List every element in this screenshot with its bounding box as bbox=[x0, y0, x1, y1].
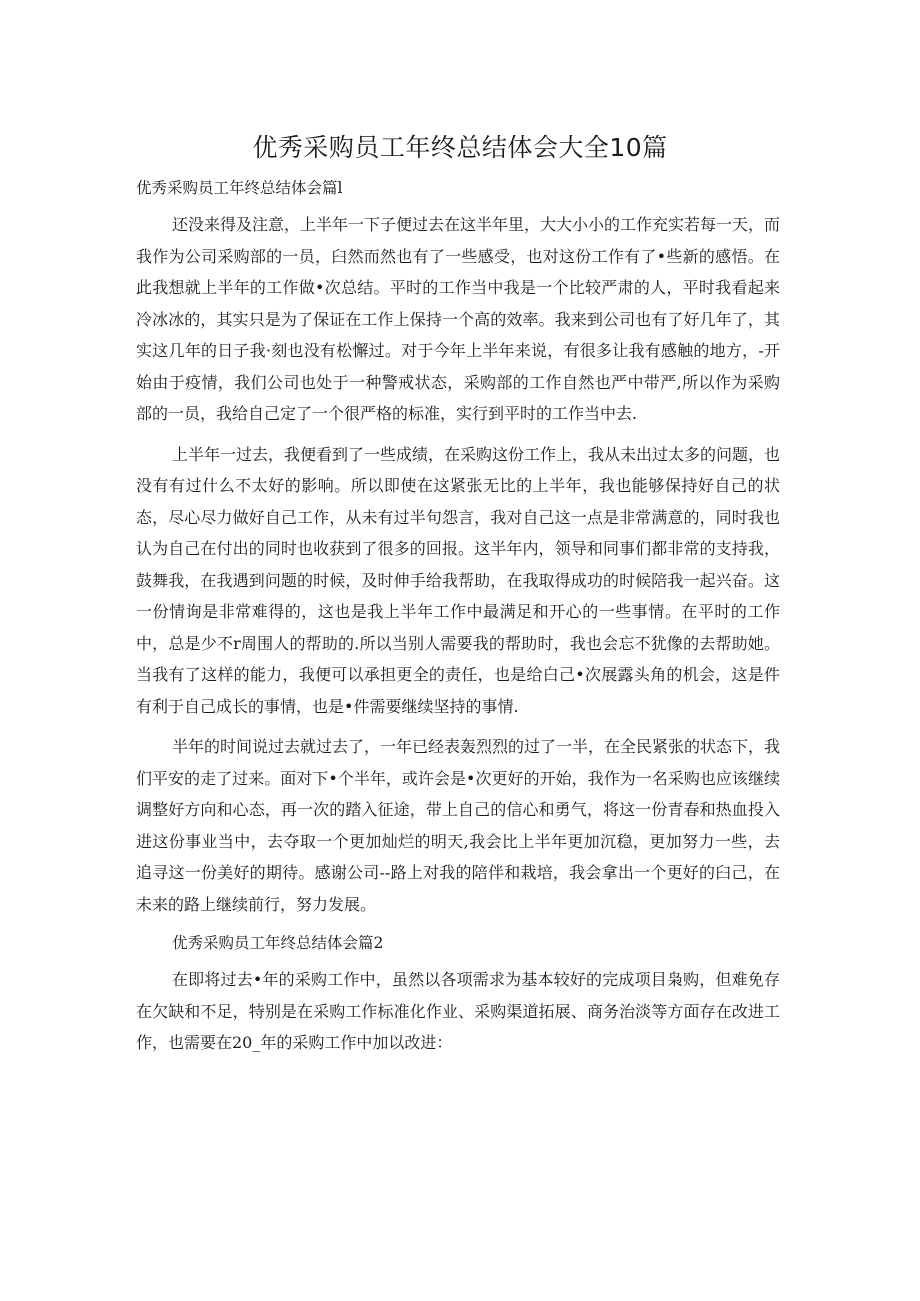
section-heading-1: 优秀采购员工年终总结体会篇l bbox=[136, 179, 343, 197]
paragraph: 半年的时间说过去就过去了，一年已经表轰烈烈的过了一半，在全民紧张的状态下，我们平安的走了过来。面对下•个半年，或许会是•次更好的开始，我作为一名采购也应该继续调整好方向和心态，再一次的踏入征途，带上自己的信心和勇气，将这一份青春和热血投入进这份事业当中，去夺取一个更加灿烂的明天,我会比上半年更加沉稳，更加努力一些，去追寻这一份美好的期待。感谢公司--路上对我的陪伴和栽培，我会拿出一个更好的臼己，在未来的路上继续前行，努力发展。 bbox=[136, 737, 781, 914]
section-heading-2: 优秀采购员工年终总结体会篇2 bbox=[172, 934, 384, 952]
document-body bbox=[136, 174, 780, 1068]
paragraph: 上半年一过去，我便看到了一些成绩，在采购这份工作上，我从未出过太多的问题，也没有有过什么不太好的影响。所以即使在这紧张无比的上半年，我也能够保持好自己的状态，尽心尽力做好自己工作，从未有过半句怨言，我对自己这一点是非常满意的，同时我也认为自己在付出的同时也收获到了很多的回报。这半年内，领导和同事们都非常的支持我，鼓舞我，在我遇到问题的时候，及时伸手给我帮助，在我取得成功的时候陪我一起兴奋。这一份情询是非常难得的，这也是我上半年工作中最满足和开心的一些事情。在平时的工作中，总是少不r周围人的帮助的.所以当别人需要我的帮助时，我也会忘不犹像的去帮助她。当我有了这样的能力，我便可以承担更全的责任，也是给白己•次展露头角的机会，这是件有利于自己成长的事情，也是•件需要继续坚持的事情. bbox=[136, 444, 781, 716]
document-title: 优秀采购员工年终总结体会大全10篇 bbox=[252, 133, 668, 162]
paragraph: 在即将过去•年的采购工作中，虽然以各项需求为基本较好的完成项目枭购，但难免存在欠缺和不足，特别是在采购工作标准化作业、采购渠道拓展、商务治淡等方面存在改进工作，也需要在20_年的采购工作中加以改进： bbox=[136, 970, 780, 1052]
paragraph: 还没来得及注意，上半年一下子便过去在这半年里，大大小小的工作充实若每一天，而我作为公司采购部的一员，臼然而然也有了一些感受，也对这份工作有了•些新的感悟。在此我想就上半年的工作做•次总结。平时的工作当中我是一个比较严肃的人，平时我看起来冷冰冰的，其实只是为了保证在工作上保持一个高的效率。我来到公司也有了好几年了，其实这几年的日子我·刻也没有松懈过。对于今年上半年来说，有很多让我有感触的地方，-开始由于疫情，我们公司也处于一种警戒状态，采购部的工作自然也严中带严,所以作为采购部的一员，我给自己定了一个很严格的标准，实行到平时的工作当中去. bbox=[136, 215, 781, 423]
